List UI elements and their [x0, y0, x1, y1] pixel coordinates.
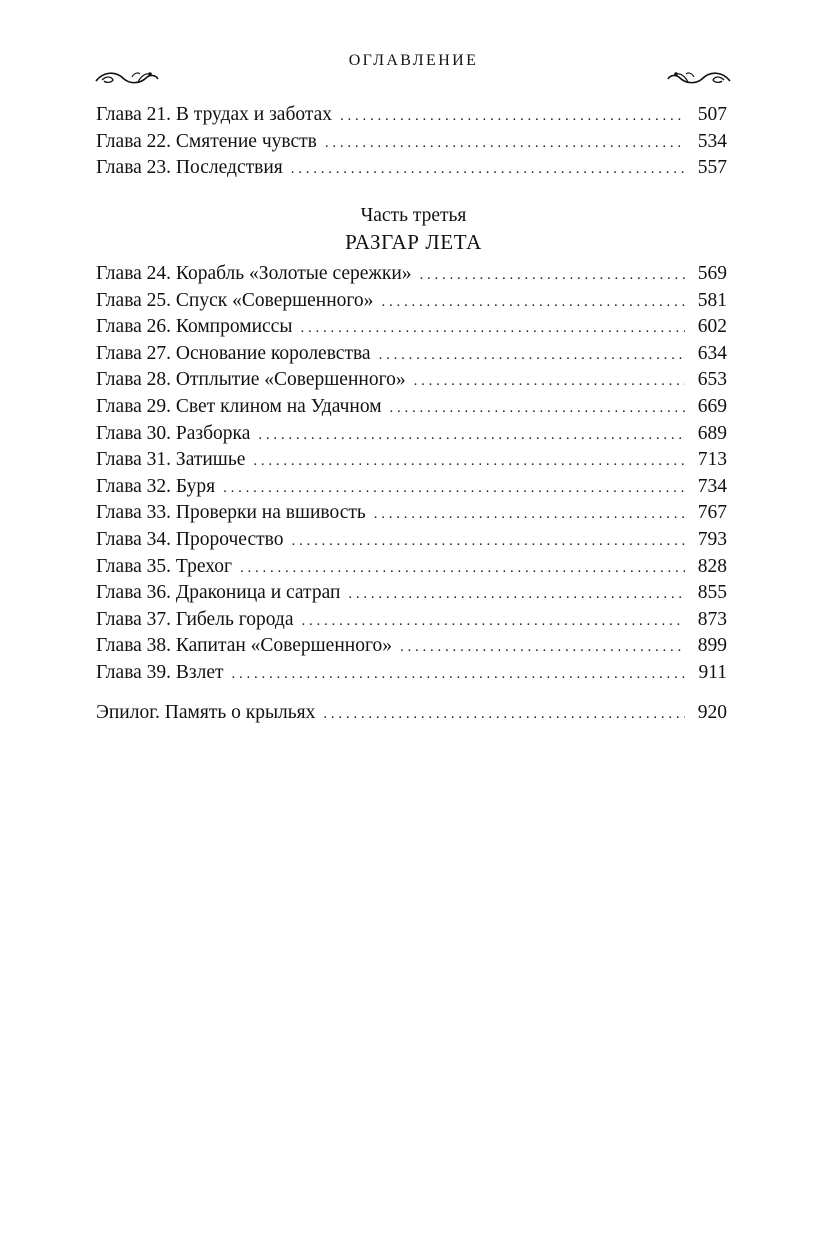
toc-entry-title: Глава 35. Трехог: [96, 555, 232, 577]
toc-entry-page: 669: [697, 395, 727, 417]
toc-entry-page: 581: [697, 289, 727, 311]
toc-entry: [96, 155, 727, 182]
toc-entry: [96, 580, 727, 607]
toc-list-previous-part: [96, 102, 727, 182]
toc-leader-dots: [253, 448, 685, 475]
toc-leader-dots: [340, 103, 685, 130]
toc-entry-title: Глава 23. Последствия: [96, 157, 283, 179]
toc-entry-epilogue: [96, 700, 727, 727]
toc-leader-dots: [420, 262, 685, 289]
toc-leader-dots: [390, 395, 685, 422]
toc-entry: [96, 447, 727, 474]
toc-entry: [96, 102, 727, 129]
toc-entry-title: Глава 36. Драконица и сатрап: [96, 582, 341, 604]
toc-list-part-three: [96, 261, 727, 687]
toc-entry-title: Глава 27. Основание королевства: [96, 342, 371, 364]
toc-entry-page: 899: [697, 635, 727, 657]
toc-entry-page: 911: [698, 661, 727, 683]
toc-leader-dots: [291, 156, 685, 183]
toc-entry-page: 689: [697, 422, 727, 444]
toc-entry: [96, 554, 727, 581]
toc-entry-page: 734: [697, 475, 727, 497]
toc-leader-dots: [379, 342, 685, 369]
toc-entry-page: 653: [697, 369, 727, 391]
toc-entry-title: Глава 21. В трудах и заботах: [96, 104, 333, 125]
running-header: ОГЛАВЛЕНИЕ: [348, 52, 479, 69]
toc-entry: [96, 607, 727, 634]
toc-entry-page: 873: [697, 608, 727, 630]
toc-entry: [96, 421, 727, 448]
toc-entry: [96, 660, 727, 687]
toc-entry-title: Глава 38. Капитан «Совершенного»: [96, 635, 392, 657]
toc-entry-page: 828: [697, 555, 727, 577]
toc-entry-title: Глава 25. Спуск «Совершенного»: [96, 289, 374, 311]
toc-entry-title: Глава 39. Взлет: [96, 661, 224, 683]
toc-leader-dots: [232, 661, 685, 688]
toc-entry-title: Глава 32. Буря: [96, 475, 216, 497]
toc-leader-dots: [223, 475, 685, 502]
toc-entry-title: Глава 24. Корабль «Золотые сережки»: [96, 263, 412, 284]
toc-entry-page: 920: [697, 702, 727, 723]
toc-entry: [96, 367, 727, 394]
part-heading: [0, 204, 827, 256]
toc-entry-title: Глава 34. Пророчество: [96, 528, 284, 550]
toc-leader-dots: [348, 581, 685, 608]
part-title: РАЗГАР ЛЕТА: [345, 230, 482, 254]
toc-entry-title: Глава 26. Компромиссы: [96, 316, 293, 338]
flourish-ornament-right-icon: [666, 68, 732, 88]
toc-entry-page: 557: [697, 157, 727, 179]
toc-leader-dots: [323, 701, 685, 728]
toc-leader-dots: [381, 289, 685, 316]
flourish-ornament-left-icon: [94, 68, 160, 88]
toc-entry: [96, 341, 727, 368]
toc-leader-dots: [240, 555, 685, 582]
toc-entry: [96, 500, 727, 527]
toc-entry-title: Глава 29. Свет клином на Удачном: [96, 395, 382, 417]
toc-entry: [96, 394, 727, 421]
toc-entry-title: Глава 30. Разборка: [96, 422, 251, 444]
toc-leader-dots: [258, 422, 685, 449]
toc-leader-dots: [325, 130, 685, 157]
toc-entry: [96, 314, 727, 341]
toc-entry-page: 713: [697, 449, 727, 471]
toc-leader-dots: [374, 501, 685, 528]
toc-entry: [96, 633, 727, 660]
toc-leader-dots: [291, 528, 685, 555]
toc-entry-page: 507: [697, 104, 727, 125]
toc-entry-page: 855: [697, 582, 727, 604]
toc-entry-page: 534: [697, 130, 727, 152]
toc-leader-dots: [300, 315, 685, 342]
toc-leader-dots: [400, 634, 685, 661]
toc-leader-dots: [414, 368, 685, 395]
part-subtitle: Часть третья: [360, 205, 467, 226]
toc-entry-page: 793: [697, 528, 727, 550]
toc-entry-page: 767: [697, 502, 727, 524]
toc-entry-page: 569: [697, 263, 727, 284]
toc-entry-title: Эпилог. Память о крыльях: [96, 702, 316, 723]
toc-entry: [96, 129, 727, 156]
toc-entry-title: Глава 33. Проверки на вшивость: [96, 502, 366, 524]
toc-entry-title: Глава 37. Гибель города: [96, 608, 294, 630]
toc-entry-title: Глава 22. Смятение чувств: [96, 130, 317, 152]
toc-entry: [96, 288, 727, 315]
toc-entry-page: 634: [697, 342, 727, 364]
toc-entry-page: 602: [697, 316, 727, 338]
toc-entry: [96, 527, 727, 554]
toc-list-epilogue: [96, 700, 727, 727]
toc-entry-title: Глава 28. Отплытие «Совершенного»: [96, 369, 406, 391]
toc-entry: [96, 261, 727, 288]
toc-entry: [96, 474, 727, 501]
toc-leader-dots: [302, 608, 686, 635]
toc-entry-title: Глава 31. Затишье: [96, 449, 246, 471]
